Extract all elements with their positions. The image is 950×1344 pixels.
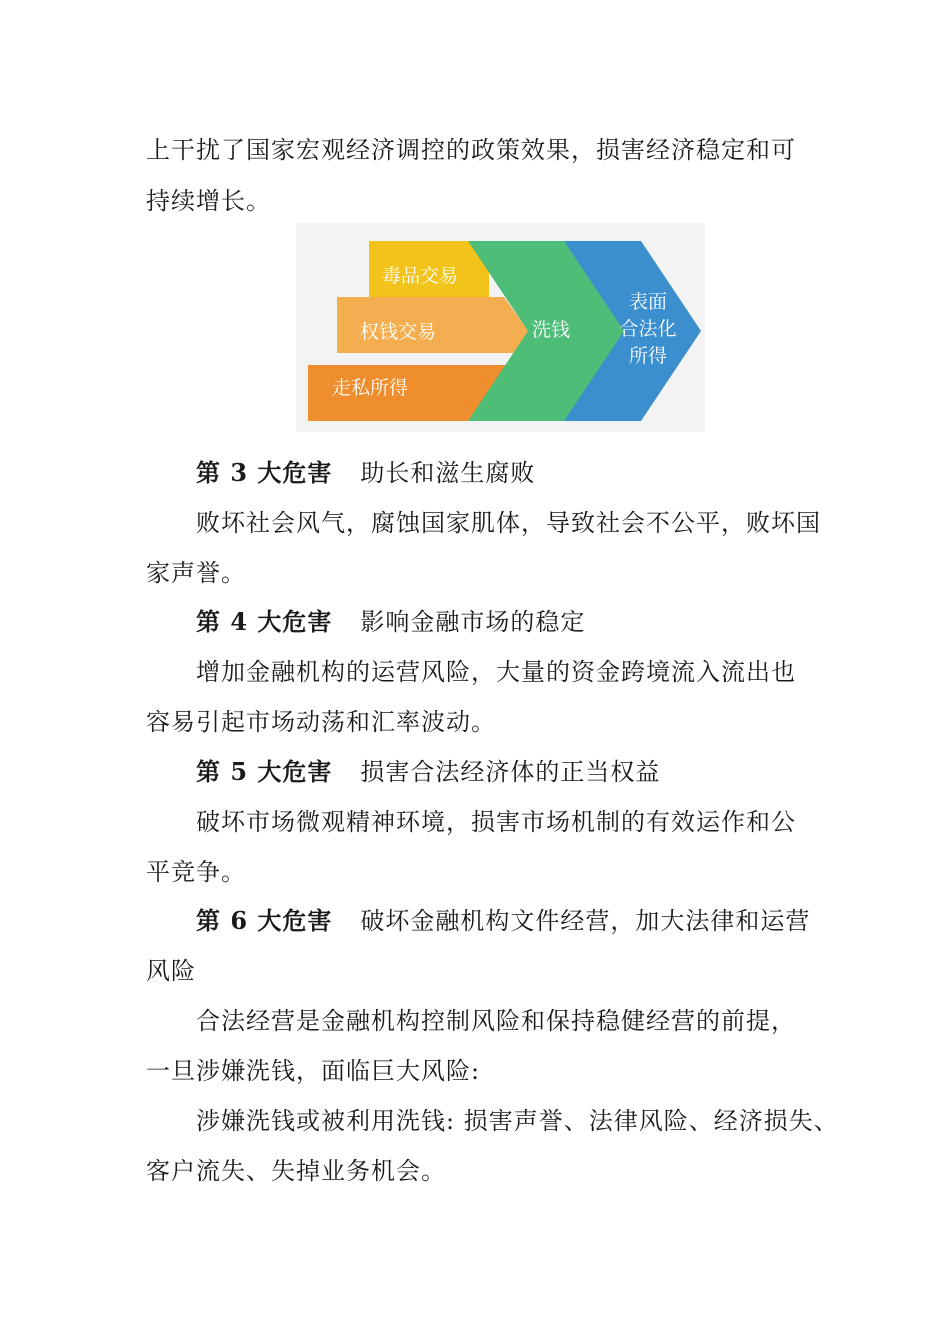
paragraph-line: 涉嫌洗钱或被利用洗钱: 损害声誉、法律风险、经济损失、 bbox=[196, 1107, 839, 1135]
smuggling-label: 走私所得 bbox=[332, 377, 409, 399]
result-label-2: 合法化 bbox=[619, 318, 677, 340]
heading-text: 破坏金融机构文件经营，加大法律和运营 bbox=[360, 907, 811, 935]
paragraph-line: 合法经营是金融机构控制风险和保持稳健经营的前提， bbox=[196, 1007, 796, 1035]
paragraph-line: 一旦涉嫌洗钱，面临巨大风险: bbox=[146, 1057, 481, 1085]
section-heading-6 bbox=[196, 906, 810, 936]
paragraph-line: 上干扰了国家宏观经济调控的政策效果，损害经济稳定和可 bbox=[146, 136, 796, 164]
drugs-trade-label: 毒品交易 bbox=[382, 265, 459, 287]
paragraph-line: 持续增长。 bbox=[146, 187, 271, 215]
section-heading-5 bbox=[196, 757, 660, 787]
money-laundering-label: 洗钱 bbox=[532, 319, 571, 341]
paragraph-line: 增加金融机构的运营风险，大量的资金跨境流入流出也 bbox=[196, 658, 796, 686]
paragraph-line: 平竞争。 bbox=[146, 858, 246, 886]
paragraph-line: 败坏社会风气，腐蚀国家肌体，导致社会不公平，败坏国 bbox=[196, 509, 821, 537]
heading-title: 第 6 大危害 bbox=[196, 906, 333, 935]
paragraph-line: 风险 bbox=[146, 957, 196, 985]
section-heading-4 bbox=[196, 607, 585, 637]
paragraph-line: 破坏市场微观精神环境，损害市场机制的有效运作和公 bbox=[196, 808, 796, 836]
heading-title: 第 4 大危害 bbox=[196, 607, 333, 636]
result-label-3: 所得 bbox=[628, 345, 667, 367]
heading-text: 损害合法经济体的正当权益 bbox=[360, 758, 661, 786]
paragraph-line: 容易引起市场动荡和汇率波动。 bbox=[146, 708, 496, 736]
power-trade-label: 权钱交易 bbox=[360, 321, 437, 343]
heading-title: 第 3 大危害 bbox=[196, 458, 333, 487]
money-laundering-diagram bbox=[296, 223, 705, 432]
paragraph-line: 客户流失、失掉业务机会。 bbox=[146, 1157, 446, 1185]
heading-text: 助长和滋生腐败 bbox=[360, 459, 536, 487]
heading-text: 影响金融市场的稳定 bbox=[360, 608, 586, 636]
paragraph-line: 家声誉。 bbox=[146, 559, 246, 587]
result-label-1: 表面 bbox=[628, 291, 667, 313]
section-heading-3 bbox=[196, 458, 535, 488]
heading-title: 第 5 大危害 bbox=[196, 757, 333, 786]
